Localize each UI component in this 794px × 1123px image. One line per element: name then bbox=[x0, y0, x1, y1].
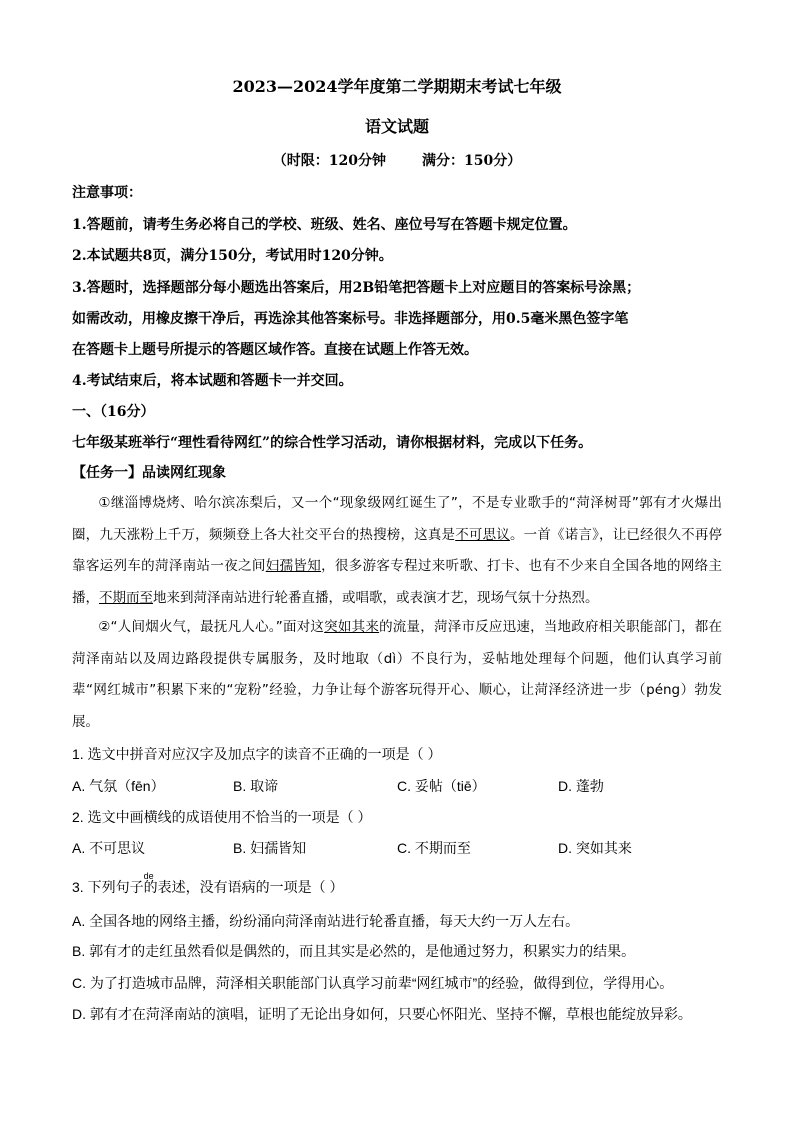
question-3-stem: 3. 下列句子 de 的表述，没有语病的一项是（ ） bbox=[72, 871, 344, 895]
notes-heading: 注意事项： bbox=[72, 185, 142, 201]
subject-title: 语文试题 bbox=[364, 117, 429, 136]
option-a: A. 不可思议 bbox=[72, 840, 146, 856]
option-b: B. 妇孺皆知 bbox=[233, 840, 307, 856]
exam-limits bbox=[72, 150, 722, 170]
exam-title: 2023—2024学年度第二学期期末考试七年级 bbox=[232, 77, 562, 96]
full-score: 满分：150分） bbox=[422, 153, 522, 169]
question-3-option-c: C. 为了打造城市品牌，菏泽相关职能部门认真学习前辈“网红城市”的经验，做得到位，学得用心。 bbox=[72, 975, 674, 991]
section-heading: 一、（16分） bbox=[72, 404, 155, 420]
note-item: 如需改动，用橡皮擦干净后，再选涂其他答案标号。非选择题部分，用0.5毫米黑色签字笔 bbox=[72, 311, 629, 327]
option-a: A. 气氛（fēn） bbox=[72, 778, 165, 794]
option-c: C. 妥帖（tiē） bbox=[397, 778, 486, 794]
option-b: B. 取谛 bbox=[233, 778, 279, 794]
note-item: 4.考试结束后，将本试题和答题卡一并交回。 bbox=[72, 373, 353, 389]
option-d: D. 蓬勃 bbox=[558, 778, 604, 794]
pinyin-annotation: de bbox=[143, 871, 154, 881]
option-d: D. 突如其来 bbox=[558, 840, 632, 856]
question-3-option-a: A. 全国各地的网络主播，纷纷涌向菏泽南站进行轮番直播，每天大约一万人左右。 bbox=[72, 913, 580, 929]
question-2-stem: 2. 选文中画横线的成语使用不恰当的一项是（ ） bbox=[72, 809, 372, 825]
note-item: 在答题卡上题号所提示的答题区域作答。直接在试题上作答无效。 bbox=[72, 342, 478, 358]
section-intro: 七年级某班举行“理性看待网红”的综合性学习活动，请你根据材料，完成以下任务。 bbox=[72, 435, 593, 451]
time-limit: （时限：120分钟 bbox=[272, 153, 386, 169]
passage-paragraph-2: ②“人间烟火气，最抚凡人心。”面对这突如其来的流量，菏泽市反应迅速，当地政府相关职能部门，都在菏泽南站以及周边路段提供专属服务，及时地取（dì）不良行为，妥帖地处理每个问题，他们认真学习前辈“网红城市”积累下来的“宠粉”经验，力争让每个游客玩得开心、顺心，让菏泽经济进一步（péng）勃发展。 bbox=[72, 619, 723, 730]
underlined-idiom: 妇孺皆知 bbox=[265, 558, 322, 574]
underlined-idiom: 不可思议 bbox=[455, 526, 510, 543]
note-item: 3.答题时，选择题部分每小题选出答案后，用2B铅笔把答题卡上对应题目的答案标号涂黑； bbox=[72, 280, 641, 296]
note-item: 2.本试题共8页，满分150分，考试用时120分钟。 bbox=[72, 248, 393, 264]
option-c: C. 不期而至 bbox=[397, 840, 471, 856]
question-1-stem: 1. 选文中拼音对应汉字及加点字的读音不正确的一项是（ ） bbox=[72, 746, 442, 762]
task-heading: 【任务一】品读网红现象 bbox=[72, 465, 226, 481]
passage-paragraph-1: ①继淄博烧烤、哈尔滨冻梨后，又一个“现象级网红诞生了”，不是专业歌手的“菏泽树哥”郭有才火爆出圈，九天涨粉上千万，频频登上各大社交平台的热搜榜，这真是不可思议。一首《诺言》，让已经很久不再停靠客运列车的菏泽南站一夜之间妇孺皆知，很多游客专程过来听歌、打卡、也有不少来自全国各地的网络主播，不期而至地来到菏泽南站进行轮番直播，或唱歌，或表演才艺，现场气氛十分热烈。 bbox=[72, 495, 723, 606]
question-3-option-b: B. 郭有才的走红虽然看似是偶然的，而且其实是必然的，是他通过努力，积累实力的结果。 bbox=[72, 943, 636, 959]
underlined-idiom: 不期而至 bbox=[99, 589, 153, 606]
underlined-idiom: 突如其来 bbox=[324, 619, 380, 635]
question-3-option-d: D. 郭有才在菏泽南站的演唱，证明了无论出身如何，只要心怀阳光、坚持不懈，草根也能绽放异彩。 bbox=[72, 1006, 692, 1022]
note-item: 1.答题前，请考生务必将自己的学校、班级、姓名、座位号写在答题卡规定位置。 bbox=[72, 217, 577, 233]
